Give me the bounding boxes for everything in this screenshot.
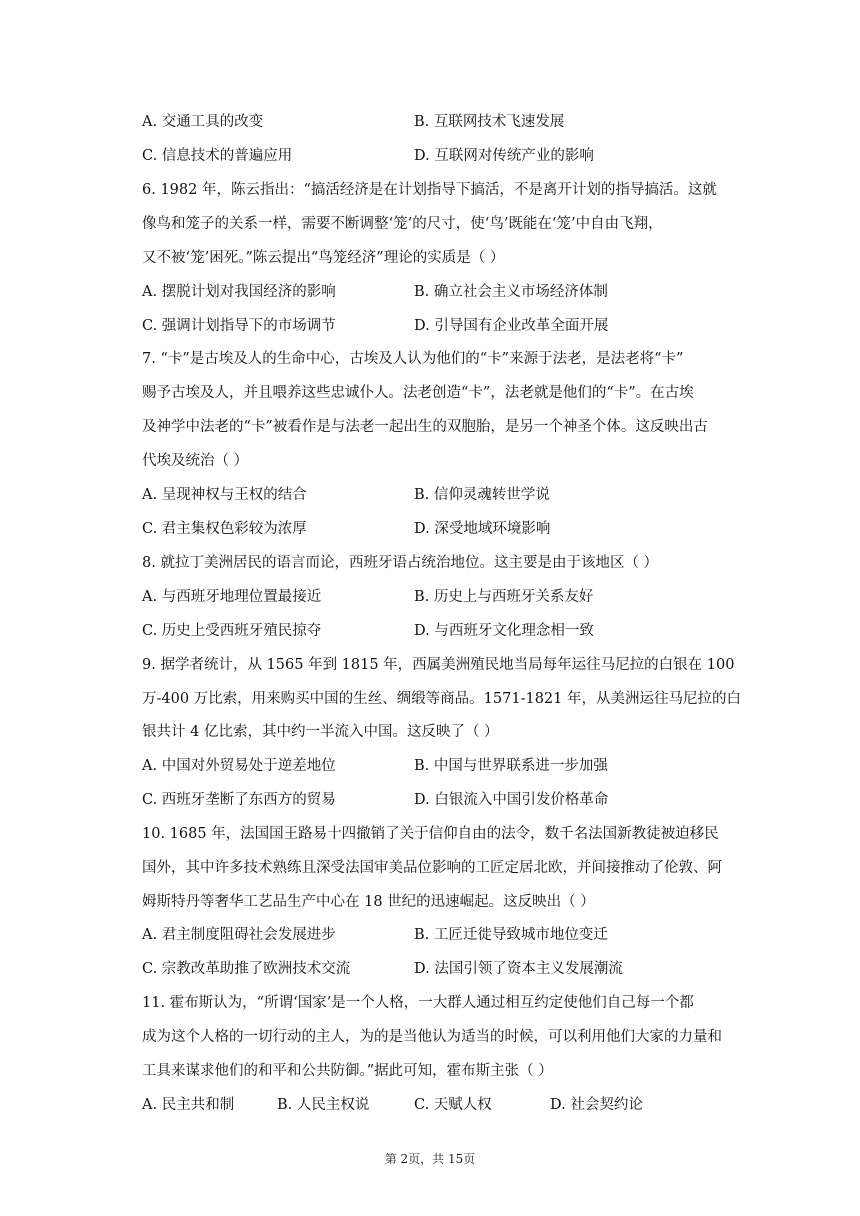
page-footer: 第 2页，共 15页 [384, 1152, 476, 1166]
q9-option-b: B. 中国与世界联系进一步加强 [414, 758, 608, 774]
q8-option-a: A. 与西班牙地理位置最接近 [142, 589, 322, 605]
q9-line-1: 9. 据学者统计，从 1565 年到 1815 年，西属美洲殖民地当局每年运往马尼拉的白银在 100 [142, 657, 735, 673]
q10-option-a: A. 君主制度阻碍社会发展进步 [142, 927, 336, 943]
q9-option-c: C. 西班牙垄断了东西方的贸易 [142, 792, 336, 808]
q11-line-1: 11. 霍布斯认为，“所谓‘国家’是一个人格，一大群人通过相互约定使他们自己每一个都 [142, 995, 694, 1011]
q5-option-b: B. 互联网技术飞速发展 [414, 114, 565, 130]
q10-option-b: B. 工匠迁徙导致城市地位变迁 [414, 927, 608, 943]
q9-line-3: 银共计 4 亿比索，其中约一半流入中国。这反映了（ ） [142, 724, 499, 740]
q6-option-c: C. 强调计划指导下的市场调节 [142, 318, 336, 334]
q6-line-2: 像鸟和笼子的关系一样，需要不断调整‘笼’的尺寸，使‘鸟’既能在‘笼’中自由飞翔， [142, 216, 663, 232]
q5-option-c: C. 信息技术的普遍应用 [142, 148, 293, 164]
q7-line-2: 赐予古埃及人，并且喂养这些忠诚仆人。法老创造“卡”，法老就是他们的“卡”。在古埃 [142, 385, 694, 401]
q10-line-1: 10. 1685 年，法国国王路易十四撤销了关于信仰自由的法令，数千名法国新教徒被迫移民 [142, 826, 719, 842]
q10-option-c: C. 宗教改革助推了欧洲技术交流 [142, 961, 351, 977]
q6-option-b: B. 确立社会主义市场经济体制 [414, 284, 608, 300]
q7-line-1: 7. “卡”是古埃及人的生命中心，古埃及人认为他们的“卡”来源于法老，是法老将“卡” [142, 351, 684, 367]
q8-line-1: 8. 就拉丁美洲居民的语言而论，西班牙语占统治地位。这主要是由于该地区（ ） [142, 555, 659, 571]
q11-option-b: B. 人民主权说 [277, 1097, 370, 1113]
q11-option-a: A. 民主共和制 [142, 1097, 235, 1113]
q7-line-3: 及神学中法老的“卡”被看作是与法老一起出生的双胞胎，是另一个神圣个体。这反映出古 [142, 419, 708, 435]
q6-option-d: D. 引导国有企业改革全面开展 [414, 318, 609, 334]
q8-option-d: D. 与西班牙文化理念相一致 [414, 623, 594, 639]
q10-line-3: 姆斯特丹等奢华工艺品生产中心在 18 世纪的迅速崛起。这反映出（ ） [142, 894, 595, 910]
q10-line-2: 国外，其中许多技术熟练且深受法国审美品位影响的工匠定居北欧，并间接推动了伦敦、阿 [142, 860, 722, 876]
q11-option-d: D. 社会契约论 [550, 1097, 643, 1113]
q7-line-4: 代埃及统治（ ） [142, 453, 249, 469]
q7-option-a: A. 呈现神权与王权的结合 [142, 487, 307, 503]
q9-option-d: D. 白银流入中国引发价格革命 [414, 792, 609, 808]
q10-option-d: D. 法国引领了资本主义发展潮流 [414, 961, 623, 977]
q6-line-3: 又不被‘笼’困死。”陈云提出“鸟笼经济”理论的实质是（ ） [142, 250, 505, 266]
q5-option-d: D. 互联网对传统产业的影响 [414, 148, 594, 164]
q7-option-b: B. 信仰灵魂转世学说 [414, 487, 550, 503]
q8-option-c: C. 历史上受西班牙殖民掠夺 [142, 623, 322, 639]
q5-option-a: A. 交通工具的改变 [142, 114, 264, 130]
q6-option-a: A. 摆脱计划对我国经济的影响 [142, 284, 336, 300]
q11-line-3: 工具来谋求他们的和平和公共防御。”据此可知，霍布斯主张（ ） [142, 1063, 553, 1079]
q11-line-2: 成为这个人格的一切行动的主人，为的是当他认为适当的时候，可以利用他们大家的力量和 [142, 1029, 722, 1045]
q7-option-d: D. 深受地域环境影响 [414, 521, 551, 537]
q6-line-1: 6. 1982 年，陈云指出：“搞活经济是在计划指导下搞活，不是离开计划的指导搞活。这就 [142, 182, 717, 198]
q9-line-2: 万-400 万比索，用来购买中国的生丝、绸缎等商品。1571-1821 年，从美洲运往马尼拉的白 [142, 691, 741, 707]
q7-option-c: C. 君主集权色彩较为浓厚 [142, 521, 307, 537]
q9-option-a: A. 中国对外贸易处于逆差地位 [142, 758, 336, 774]
q8-option-b: B. 历史上与西班牙关系友好 [414, 589, 594, 605]
q11-option-c: C. 天赋人权 [414, 1097, 492, 1113]
